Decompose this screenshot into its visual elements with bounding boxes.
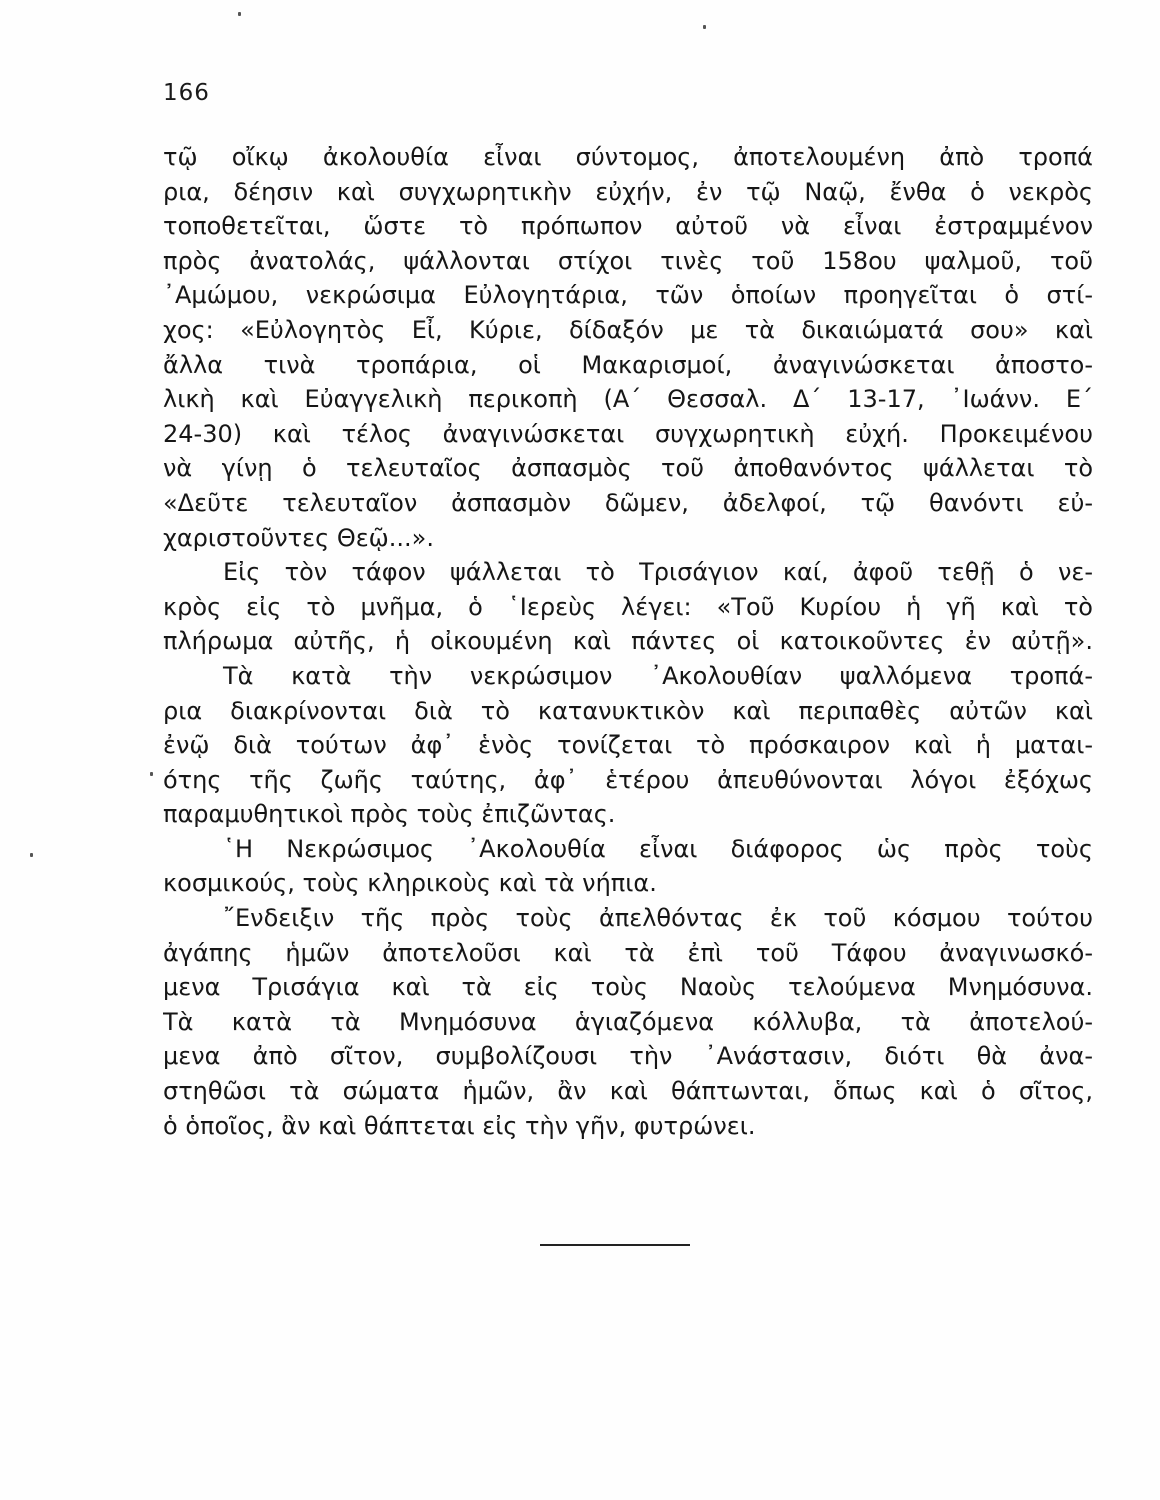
text-line: πρὸς ἀνατολάς, ψάλλονται στίχοι τινὲς τοῦ 158ου ψαλμοῦ, τοῦ <box>163 246 1093 275</box>
text-line: Εἰς τὸν τάφον ψάλλεται τὸ Τρισάγιον καί, ἀφοῦ τεθῇ ὁ νε- <box>223 558 1093 587</box>
text-line: χος: «Εὐλογητὸς Εἶ, Κύριε, δίδαξόν με τὰ δικαιώματά σου» καὶ <box>163 315 1093 344</box>
text-line: Τὰ κατὰ τὰ Μνημόσυνα ἁγιαζόμενα κόλλυβα, τὰ ἀποτελού- <box>163 1007 1093 1036</box>
text-line: 24-30) καὶ τέλος ἀναγινώσκεται συγχωρητικὴ εὐχή. Προκειμένου <box>163 419 1093 448</box>
text-line: κρὸς εἰς τὸ μνῆμα, ὁ ῾Ιερεὺς λέγει: «Τοῦ Κυρίου ἡ γῆ καὶ τὸ <box>163 592 1093 621</box>
text-line: πλήρωμα αὐτῆς, ἡ οἰκουμένη καὶ πάντες οἱ κατοικοῦντες ἐν αὐτῇ». <box>163 627 1093 656</box>
scan-speck <box>150 772 153 776</box>
text-line: ὁ ὁποῖος, ἂν καὶ θάπτεται εἰς τὴν γῆν, φυτρώνει. <box>163 1111 756 1140</box>
text-line: παραμυθητικοὶ πρὸς τοὺς ἐπιζῶντας. <box>163 800 616 829</box>
text-line: στηθῶσι τὰ σώματα ἡμῶν, ἂν καὶ θάπτωνται, ὅπως καὶ ὁ σῖτος, <box>163 1077 1093 1106</box>
text-line: ῎Ενδειξιν τῆς πρὸς τοὺς ἀπελθόντας ἐκ τοῦ κόσμου τούτου <box>223 904 1093 933</box>
text-line: κοσμικούς, τοὺς κληρικοὺς καὶ τὰ νήπια. <box>163 869 657 898</box>
text-line: Τὰ κατὰ τὴν νεκρώσιμον ᾿Ακολουθίαν ψαλλόμενα τροπά- <box>223 661 1093 690</box>
text-line: ρια, δέησιν καὶ συγχωρητικὴν εὐχήν, ἐν τῷ Ναῷ, ἔνθα ὁ νεκρὸς <box>163 177 1093 206</box>
text-line: ἀγάπης ἡμῶν ἀποτελοῦσι καὶ τὰ ἐπὶ τοῦ Τάφου ἀναγινωσκό- <box>163 938 1093 967</box>
text-line: τοποθετεῖται, ὥστε τὸ πρόπωπον αὐτοῦ νὰ εἶναι ἐστραμμένον <box>163 212 1093 241</box>
text-line: «Δεῦτε τελευταῖον ἀσπασμὸν δῶμεν, ἀδελφοί, τῷ θανόντι εὐ- <box>163 488 1093 517</box>
text-line: ρια διακρίνονται διὰ τὸ κατανυκτικὸν καὶ περιπαθὲς αὐτῶν καὶ <box>163 696 1093 725</box>
text-line: ότης τῆς ζωῆς ταύτης, ἀφ᾿ ἑτέρου ἀπευθύνονται λόγοι ἐξόχως <box>163 765 1093 794</box>
text-line: χαριστοῦντες Θεῷ...». <box>163 523 434 552</box>
text-line: λικὴ καὶ Εὐαγγελικὴ περικοπὴ (Α΄ Θεσσαλ. Δ΄ 13-17, ᾿Ιωάνν. Ε΄ <box>163 385 1093 414</box>
scan-speck <box>30 853 33 857</box>
scan-speck <box>238 12 241 16</box>
text-line: ῾Η Νεκρώσιμος ᾿Ακολουθία εἶναι διάφορος ὡς πρὸς τοὺς <box>223 834 1093 863</box>
body-text <box>163 140 1093 1143</box>
text-line: μενα Τρισάγια καὶ τὰ εἰς τοὺς Ναοὺς τελούμενα Μνημόσυνα. <box>163 973 1093 1002</box>
text-line: νὰ γίνῃ ὁ τελευταῖος ἀσπασμὸς τοῦ ἀποθανόντος ψάλλεται τὸ <box>163 454 1093 483</box>
page-number: 166 <box>163 80 210 106</box>
scan-speck <box>703 25 706 29</box>
text-line: ἄλλα τινὰ τροπάρια, οἱ Μακαρισμοί, ἀναγινώσκεται ἀποστο- <box>163 350 1093 379</box>
end-of-section-rule <box>540 1244 690 1246</box>
text-line: μενα ἀπὸ σῖτον, συμβολίζουσι τὴν ᾿Ανάστασιν, διότι θὰ ἀνα- <box>163 1042 1093 1071</box>
text-line: ἐνῷ διὰ τούτων ἀφ᾿ ἑνὸς τονίζεται τὸ πρόσκαιρον καὶ ἡ μαται- <box>163 731 1093 760</box>
text-line: τῷ οἴκῳ ἀκολουθία εἶναι σύντομος, ἀποτελουμένη ἀπὸ τροπά <box>163 143 1093 171</box>
text-line: ᾿Αμώμου, νεκρώσιμα Εὐλογητάρια, τῶν ὁποίων προηγεῖται ὁ στί- <box>163 281 1093 310</box>
